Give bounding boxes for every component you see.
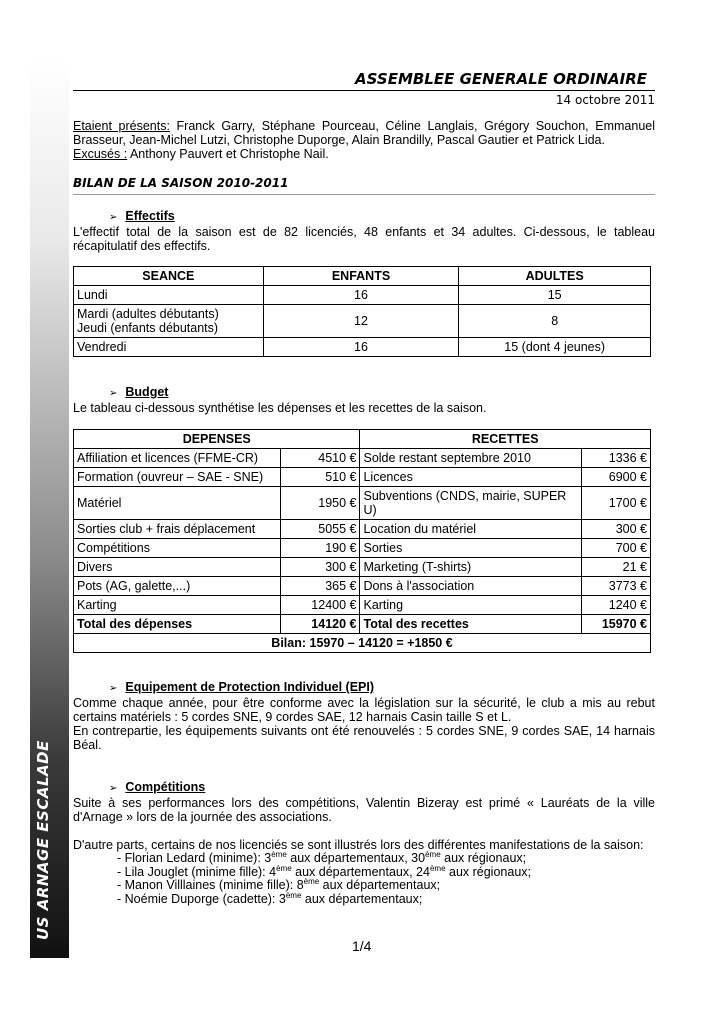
list-item [117, 890, 655, 907]
arrow-bullet-icon: ➢ [109, 212, 118, 223]
seance-line: Jeudi (enfants débutants) [77, 321, 219, 335]
effectifs-title: Effectifs [125, 209, 175, 223]
effectifs-text: L'effectif total de la saison est de 82 licenciés, 48 enfants et 34 adultes. Ci-dessous, le tableau récapitulatif des effectifs. [73, 225, 655, 253]
rec-label-cell: Marketing (T-shirts) [360, 558, 582, 577]
rec-amount-cell: 1336 € [582, 449, 651, 468]
dep-label-cell: Divers [74, 558, 281, 577]
table-row [74, 468, 651, 487]
total-row [74, 615, 651, 634]
rec-amount-cell: 3773 € [582, 577, 651, 596]
competitions-title: Compétitions [125, 780, 206, 794]
enfants-cell: 16 [263, 338, 459, 357]
table-row [74, 558, 651, 577]
rec-label-cell: Karting [360, 596, 582, 615]
bilan-line: Bilan: 15970 – 14120 = +1850 € [74, 634, 651, 653]
seance-line: Mardi (adultes débutants) [77, 307, 219, 321]
result-part: - Florian Ledard (minime): 3 [117, 851, 272, 865]
result-part: ème [429, 863, 446, 873]
result-part: aux départementaux; [319, 878, 441, 892]
epi-text-2: En contrepartie, les équipements suivants ont été renouvelés : 5 cordes SNE, 9 cordes SAE, 14 harnais Béal. [73, 724, 655, 752]
list-item [117, 876, 655, 893]
dep-label-cell: Formation (ouvreur – SAE - SNE) [74, 468, 281, 487]
rec-label-cell: Subventions (CNDS, mairie, SUPER U) [360, 487, 582, 520]
dep-amount-cell: 300 € [280, 558, 360, 577]
seance-cell: Lundi [74, 286, 264, 305]
rec-amount-cell: 1700 € [582, 487, 651, 520]
budget-heading [109, 385, 655, 401]
adultes-cell: 15 [459, 286, 651, 305]
dep-label-cell: Karting [74, 596, 281, 615]
col-adultes: ADULTES [459, 267, 651, 286]
arrow-bullet-icon: ➢ [109, 783, 118, 794]
excused-label: Excusés : [73, 147, 128, 161]
dep-label-cell: Affiliation et licences (FFME-CR) [74, 449, 281, 468]
dep-amount-cell: 12400 € [280, 596, 360, 615]
present-names: Franck Garry, Stéphane Pourceau, Céline Langlais, Grégory Souchon, Emmanuel Brasseur, Jean-Michel Lutzi, Christophe Duporge, Alain Brandilly, Pascal Gautier et Patrick Lida. [73, 119, 656, 147]
table-row [74, 487, 651, 520]
dep-amount-cell: 1950 € [280, 487, 360, 520]
result-part: - Lila Jouglet (minime fille): 4 [117, 864, 277, 879]
col-recettes: RECETTES [360, 430, 651, 449]
rec-amount-cell: 700 € [582, 539, 651, 558]
document-title: ASSEMBLEE GENERALE ORDINAIRE [355, 70, 647, 88]
list-item [117, 863, 655, 880]
result-part: ème [425, 849, 441, 859]
result-part: ème [276, 863, 292, 873]
result-part: aux départementaux, 30 [286, 851, 426, 865]
enfants-cell: 16 [263, 286, 459, 305]
dep-label-cell: Matériel [74, 487, 281, 520]
present-label: Etaient présents: [73, 119, 170, 133]
table-row [74, 338, 651, 357]
rec-amount-cell: 21 € [582, 558, 651, 577]
arrow-bullet-icon: ➢ [109, 388, 118, 399]
epi-heading [109, 680, 655, 696]
result-part: ème [303, 876, 320, 886]
dep-amount-cell: 5055 € [280, 520, 360, 539]
total-rec-amount: 15970 € [582, 615, 651, 634]
competitions-text-1: Suite à ses performances lors des compétitions, Valentin Bizeray est primé « Lauréats de la ville d'Arnage » lors de la journée des associations. [73, 796, 655, 824]
adultes-cell: 8 [459, 305, 651, 338]
page-number: 1/4 [352, 938, 372, 954]
rec-label-cell: Location du matériel [360, 520, 582, 539]
dep-amount-cell: 365 € [280, 577, 360, 596]
attendance-excused [73, 147, 655, 161]
rec-amount-cell: 300 € [582, 520, 651, 539]
table-row [74, 305, 651, 338]
adultes-cell: 15 (dont 4 jeunes) [459, 338, 651, 357]
col-enfants: ENFANTS [263, 267, 459, 286]
seance-cell [74, 305, 264, 338]
table-row [74, 596, 651, 615]
rec-amount-cell: 6900 € [582, 468, 651, 487]
competitions-text-2: D'autre parts, certains de nos licenciés se sont illustrés lors des différentes manifestations de la saison: [73, 838, 644, 852]
result-part: aux régionaux; [440, 851, 527, 865]
title-rule [73, 90, 655, 91]
table-header-row [74, 267, 651, 286]
table-row [74, 539, 651, 558]
result-part: aux régionaux; [445, 864, 531, 879]
dep-amount-cell: 510 € [280, 468, 360, 487]
col-seance: SEANCE [74, 267, 264, 286]
rec-label-cell: Dons à l'association [360, 577, 582, 596]
total-rec-label: Total des recettes [360, 615, 582, 634]
dep-amount-cell: 4510 € [280, 449, 360, 468]
epi-title: Equipement de Protection Individuel (EPI) [125, 680, 375, 694]
effectifs-heading [109, 209, 655, 225]
dep-amount-cell: 190 € [280, 539, 360, 558]
results-list [73, 849, 655, 906]
rec-amount-cell: 1240 € [582, 596, 651, 615]
bilan-row [74, 634, 651, 653]
document-date: 14 octobre 2011 [555, 93, 655, 107]
budget-title: Budget [125, 385, 169, 399]
seance-cell: Vendredi [74, 338, 264, 357]
sidebar-org-name: US ARNAGE ESCALADE [34, 740, 52, 940]
rec-label-cell: Solde restant septembre 2010 [360, 449, 582, 468]
result-part: - Manon Villlaines (minime fille): 8 [117, 878, 304, 892]
epi-text-1: Comme chaque année, pour être conforme avec la législation sur la sécurité, le club a mis au rebut certains matériels : 5 cordes SNE, 9 cordes SAE, 12 harnais Casin taille S et L. [73, 696, 655, 724]
result-part: - Noémie Duporge (cadette): 3 [117, 891, 286, 906]
rec-label-cell: Sorties [360, 539, 582, 558]
table-row [74, 449, 651, 468]
table-header-row [74, 430, 651, 449]
table-row [74, 286, 651, 305]
list-item [117, 849, 655, 866]
dep-label-cell: Compétitions [74, 539, 281, 558]
total-dep-amount: 14120 € [280, 615, 360, 634]
dep-label-cell: Pots (AG, galette,...) [74, 577, 281, 596]
enfants-cell: 12 [263, 305, 459, 338]
bilan-heading: BILAN DE LA SAISON 2010-2011 [73, 176, 655, 195]
document-content [73, 70, 655, 906]
result-part: ème [285, 890, 302, 900]
table-row [74, 520, 651, 539]
table-row [74, 577, 651, 596]
arrow-bullet-icon: ➢ [109, 683, 118, 694]
dep-label-cell: Sorties club + frais déplacement [74, 520, 281, 539]
total-dep-label: Total des dépenses [74, 615, 281, 634]
competitions-heading [109, 780, 655, 796]
excused-names: Anthony Pauvert et Christophe Nail. [127, 147, 329, 161]
rec-label-cell: Licences [360, 468, 582, 487]
result-part: aux départementaux, 24 [291, 864, 430, 879]
effectifs-table [73, 266, 651, 357]
budget-table [73, 429, 651, 653]
attendance-present [73, 119, 655, 147]
result-part: aux départementaux; [301, 891, 423, 906]
result-part: ème [271, 849, 287, 859]
col-depenses: DEPENSES [74, 430, 360, 449]
budget-text: Le tableau ci-dessous synthétise les dépenses et les recettes de la saison. [73, 401, 487, 415]
